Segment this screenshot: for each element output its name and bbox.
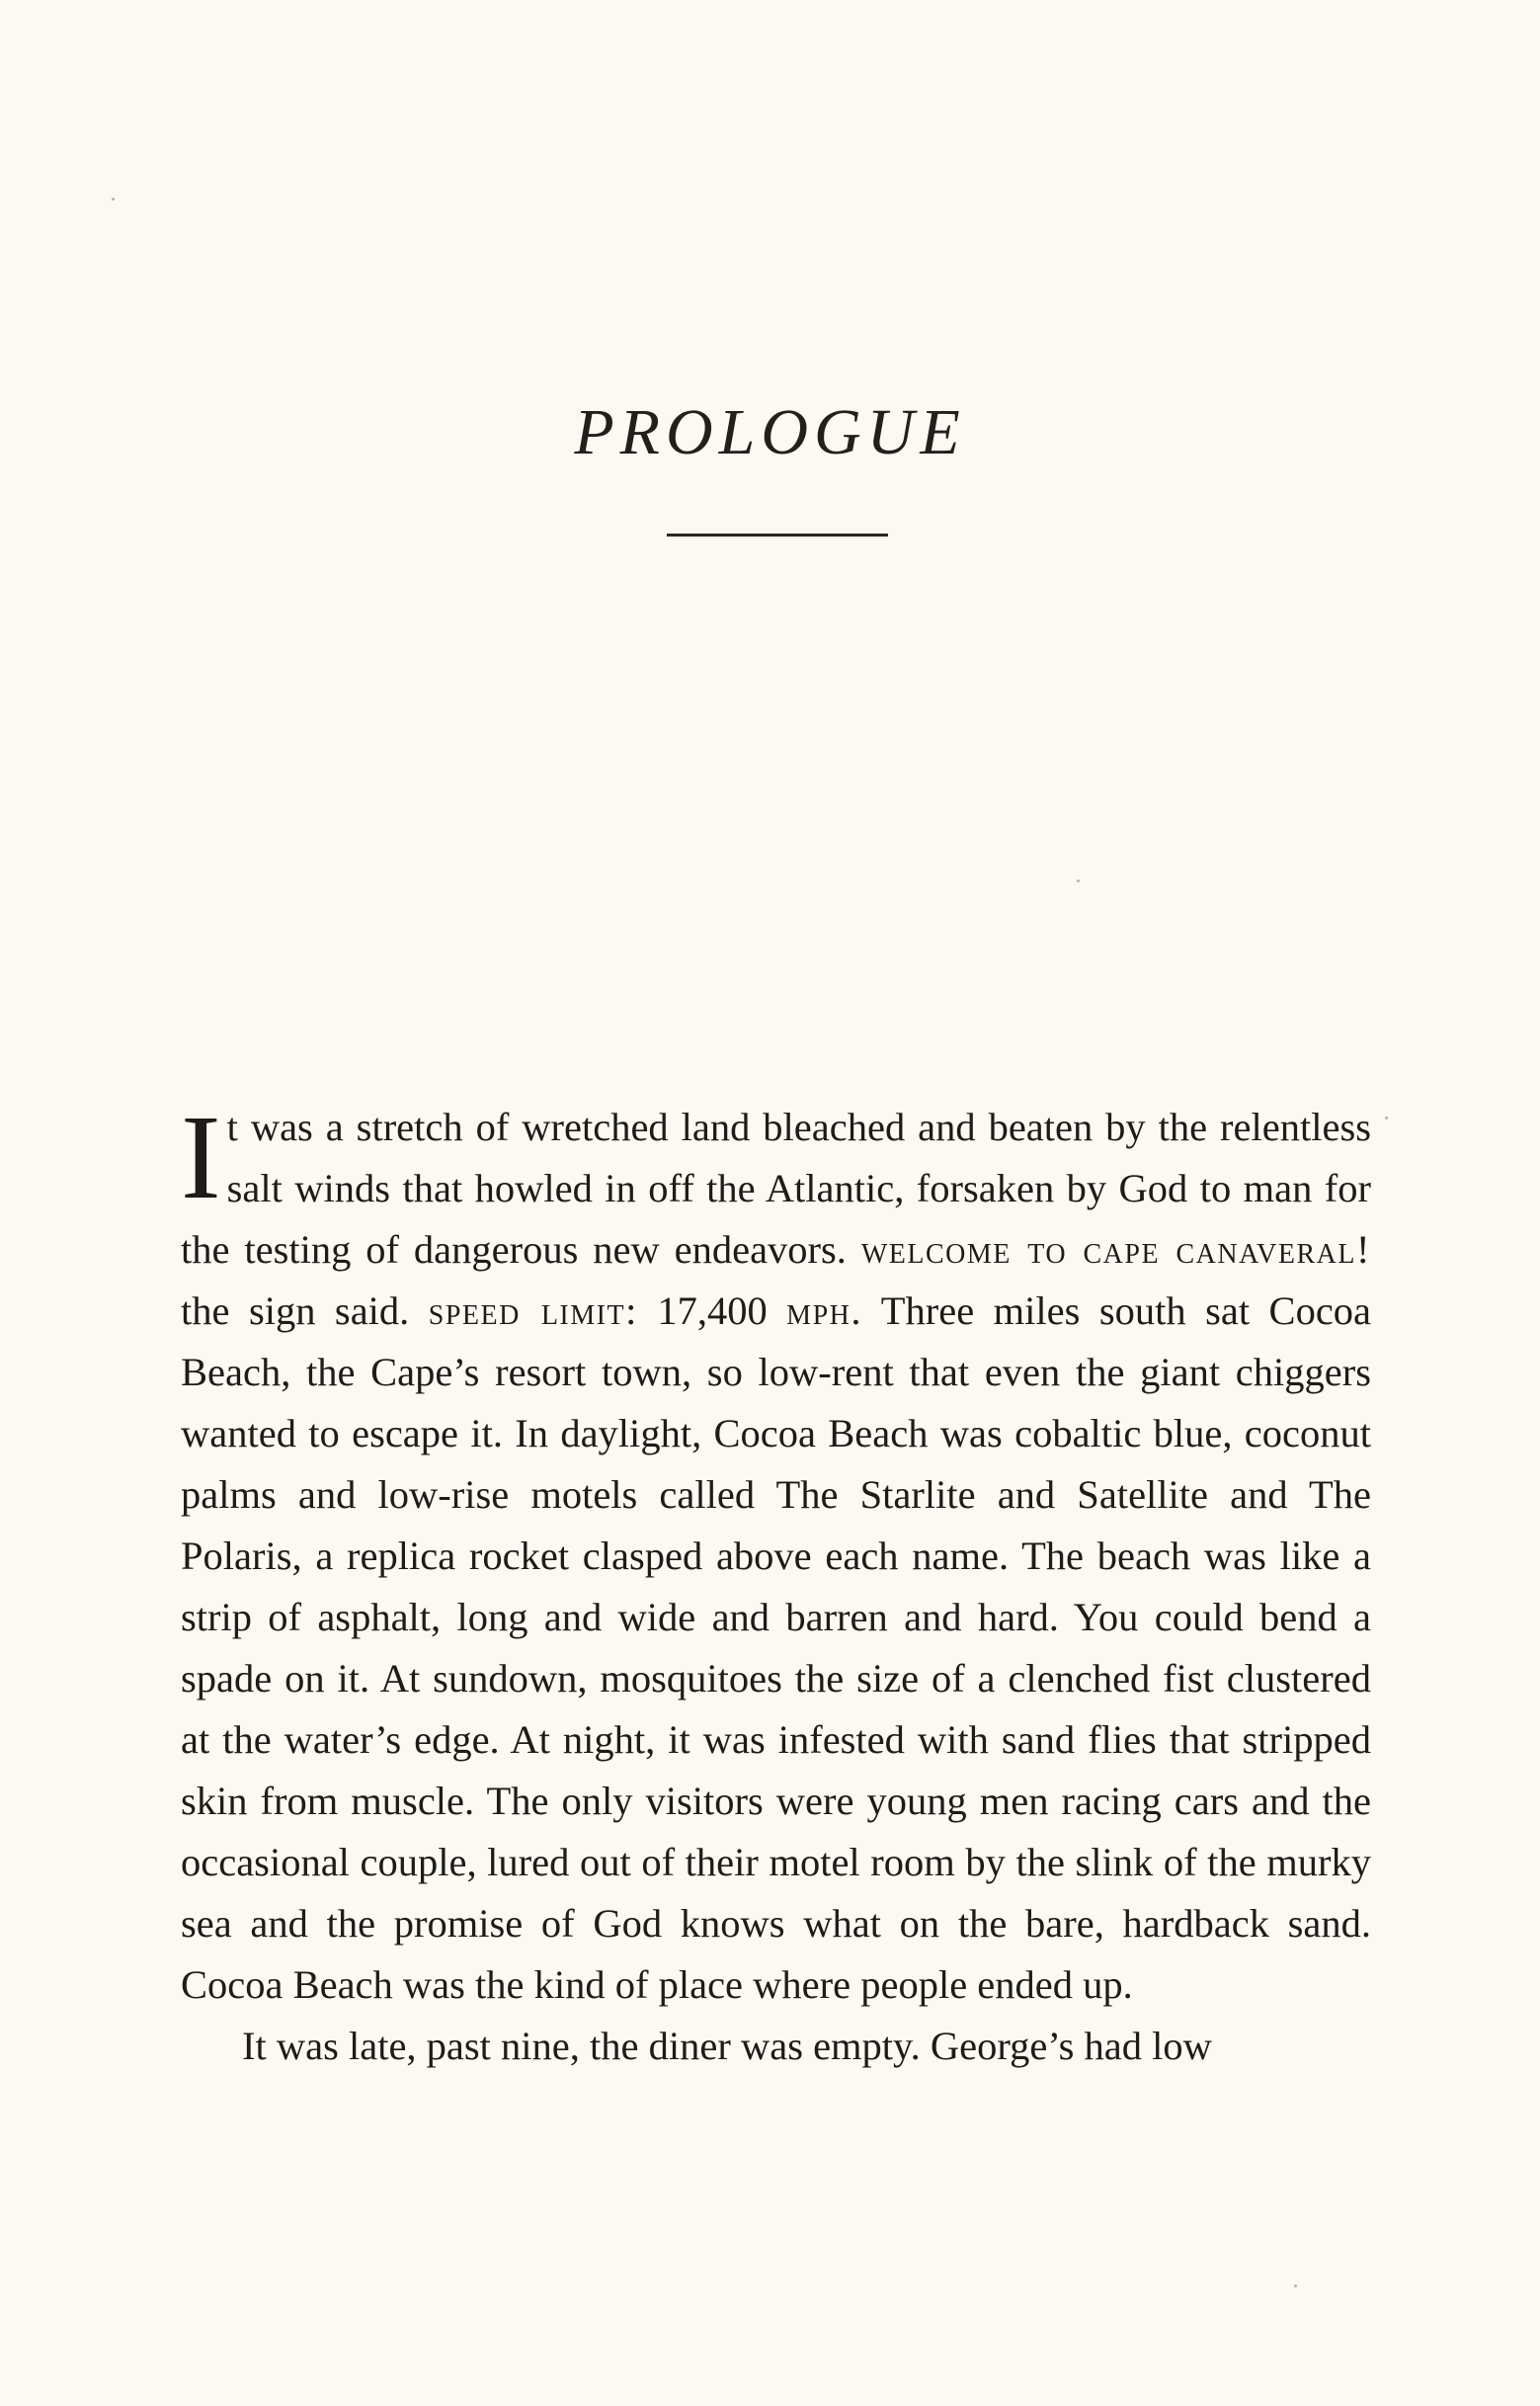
drop-cap: I — [181, 1091, 221, 1224]
paragraph-2: It was late, past nine, the diner was empty. George’s had low — [242, 2024, 1212, 2068]
speed-limit-unit: mph. — [786, 1288, 862, 1333]
paper-speck — [1077, 879, 1080, 882]
sign-text: welcome to cape canaveral! — [860, 1227, 1371, 1272]
paragraph-1 — [181, 1091, 1372, 2016]
speed-limit-label: speed limit: — [428, 1288, 638, 1333]
speed-limit-value: 17,400 — [637, 1288, 787, 1333]
paper-speck — [112, 198, 115, 201]
body-text — [181, 1091, 1372, 2077]
paper-speck — [1385, 1117, 1388, 1120]
paper-speck — [1294, 2284, 1297, 2287]
paragraph-1-part-3: Three miles south sat Cocoa Beach, the Cape’s resort town, so low-rent that even the giant chiggers wanted to escape it. In daylight, Cocoa Beach was cobaltic blue, coconut palms and low-rise motels called The Starlite and Satellite and The Polaris, a replica rocket clasped above each name. The beach was like a strip of asphalt, long and wide and barren and hard. You could bend a spade on it. At sundown, mosquitoes the size of a clenched fist clustered at the water’s edge. At night, it was infested with sand flies that stripped skin from muscle. The only visitors were young men racing cars and the occasional couple, lured out of their motel room by the slink of the murky sea and the promise of God knows what on the bare, hardback sand. Cocoa Beach was the kind of place where people ended up. — [181, 1288, 1372, 2007]
chapter-title: PROLOGUE — [574, 396, 966, 468]
title-underline-rule — [667, 534, 888, 537]
paragraph-1-part-2: the sign said. — [181, 1288, 429, 1333]
paragraph-1-part-1: t was a stretch of wretched land bleached and beaten by the relentless salt winds that howled in off the Atlantic, forsaken by God to man for the testing of dangerous new endeavors. — [181, 1105, 1371, 1272]
